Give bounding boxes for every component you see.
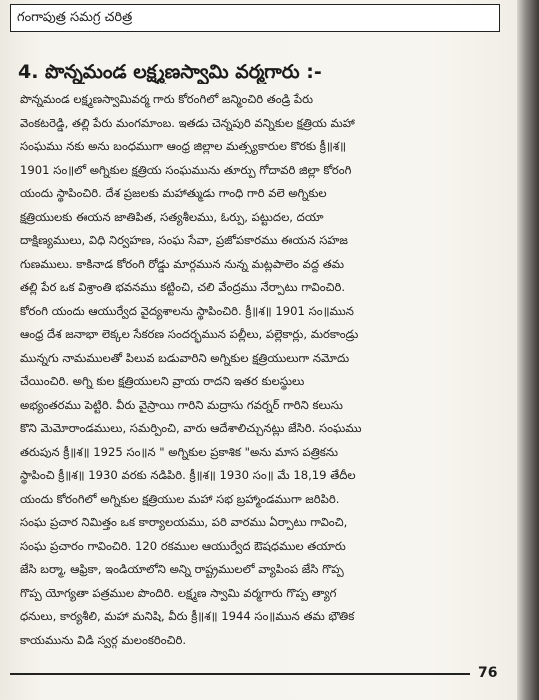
- text-line: క్షత్రియులకు ఈయన జాతిపిత, సత్యశీలము, ఓర్పు, పట్టుదల, దయా: [20, 209, 324, 224]
- text-line: యందు స్థాపించిరి. దేశ ప్రజలకు మహాత్ముడు గాంధి గారి వలె అగ్నికుల: [20, 186, 327, 200]
- text-line: స్థాపించి క్రీ॥శ॥ 1930 వరకు నడిపిరి. క్రీ॥శ॥ 1930 సం॥ మే 18,19 తేదీల: [20, 468, 356, 482]
- text-line: అభ్యంతరము పెట్టిరి. వీరు వైస్రాయి గారిని మద్రాసు గవర్నర్ గారిని కలుసు: [20, 397, 343, 412]
- body-text: [20, 88, 500, 652]
- text-line: చేయించిరి. అగ్ని కుల క్షత్రియులని వ్రాయ రాదని ఇతర కులస్థులు: [20, 374, 305, 388]
- text-line: గొప్ప యోగ్యతా పత్రముల పొందిరి. లక్ష్మణ స్వామి వర్మగారు గొప్ప త్యాగ: [20, 585, 337, 600]
- text-line: దాక్షిణ్యములు, విధి నిర్వహణ, సంఘ సేవా, ప్రజోపకారము ఈయన సహజ: [20, 233, 348, 247]
- page-number: 76: [478, 665, 498, 681]
- text-line: సంఘము నకు అను బంధముగా ఆంధ్ర జిల్లాల మత్స్యకారుల కొరకు క్రీ॥శ॥: [20, 139, 347, 153]
- text-line: కాయమును విడి స్వర్గ మలంకరించిరి.: [20, 632, 187, 647]
- text-line: సంఘ ప్రచార నిమిత్తం ఒక కార్యాలయము, పరి వారము ఏర్పాటు గావించి,: [20, 515, 348, 529]
- text-line: వెంకటరెడ్డి, తల్లి పేరు మంగమాంబ. ఇతడు చెన్నపురి వన్నికుల క్షత్రియ మహా: [20, 115, 355, 130]
- text-line: 1901 సం॥లో అగ్నికుల క్షత్రియ సంఘమును తూర్పు గోదావరి జిల్లా కోరంగి: [20, 162, 352, 177]
- text-line: యందు కోరంగిలో అగ్నికుల క్షత్రియుల మహా సభ బ్రహ్మాండముగా జరిపిరి.: [20, 491, 340, 506]
- text-line: కొని మెమోరాండములు, సమర్పించి, వారు ఆదేశాలిచ్చునట్లు జేసిరి. సంఘము: [20, 421, 362, 435]
- footer-rule: [10, 673, 470, 675]
- text-line: మున్నగు నామములతో పిలువ బడువారిని అగ్నికుల క్షత్రియులుగా నమోదు: [20, 350, 350, 365]
- text-line: సంఘ ప్రచారం గావించిరి. 120 రకముల ఆయుర్వేద ఔషధముల తయారు: [20, 538, 346, 553]
- text-line: పొన్నమండ లక్ష్మణస్వామివర్మ గారు కోరంగిలో జన్మించిరి తండ్రి పేరు: [20, 92, 314, 106]
- text-line: జేసి బర్మా, ఆఫ్రికా, ఇండియాలోని అన్ని రాష్ట్రములలో వ్యాపింప జేసి గొప్ప: [20, 562, 344, 576]
- text-line: గుణములు. కాకినాడ కోరంగి రోడ్డు మార్గమున నున్న మట్లపాలెం వద్ద తమ: [20, 256, 344, 271]
- running-header: [10, 4, 500, 32]
- text-line: తరుపున క్రీ॥శ॥ 1925 సం॥న " అగ్నికుల ప్రకాశిక "అను మాస పత్రికను: [20, 444, 339, 459]
- text-line: కోరంగి యందు ఆయుర్వేద వైద్యశాలను స్థాపించిరి. క్రీ॥శ॥ 1901 సం॥మున: [20, 303, 354, 318]
- text-line: తల్లి పేర ఒక విశ్రాంతి భవనము కట్టించి, చలి వేంద్రము నేర్పాటు గావించిరి.: [20, 280, 346, 294]
- section-heading: 4. పొన్నమండ లక్ష్మణస్వామి వర్మగారు :-: [18, 61, 322, 83]
- running-header-title: గంగాపుత్ర సమగ్ర చరిత్ర: [17, 10, 133, 25]
- book-binding-edge: [517, 0, 539, 700]
- text-line: ధనులు, కార్యశీలి, మహా మనిషి, వీరు క్రీ॥శ॥ 1944 సం॥మున తమ భౌతిక: [20, 609, 355, 623]
- text-line: ఆంధ్ర దేశ జనాభా లెక్కల సేకరణ సందర్భమున పల్లీలు, పల్లెకార్లు, మరకాండ్రు: [20, 327, 359, 341]
